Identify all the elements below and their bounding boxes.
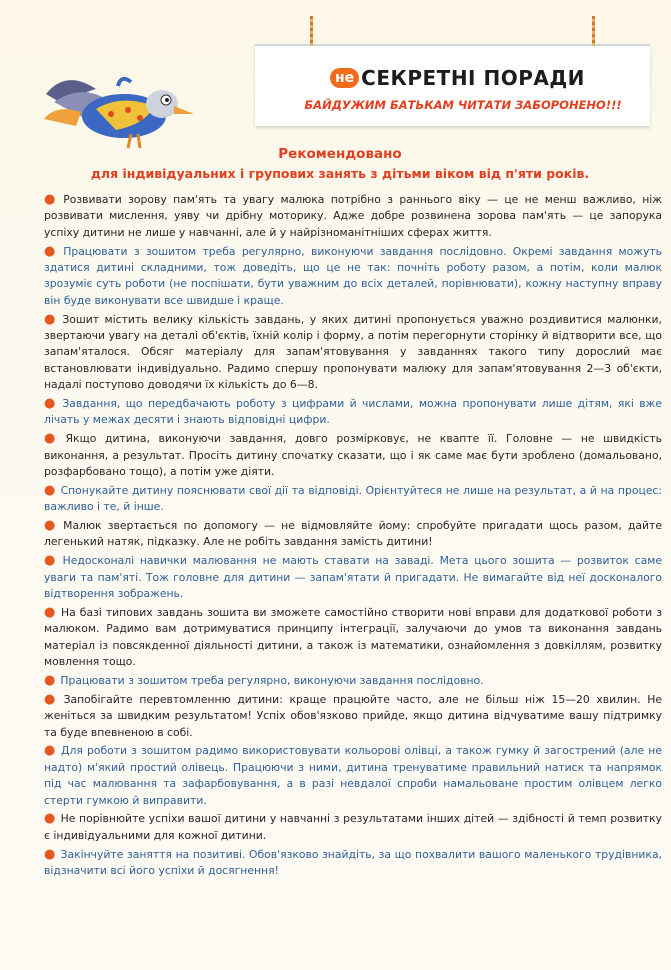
bullet-icon: ● <box>44 396 58 412</box>
tip-item <box>44 673 662 689</box>
bird-mascot-icon <box>36 64 196 154</box>
tip-text: Запобігайте перевтомленню дитини: краще працюйте часто, але не більш ніж 15—20 хвилин. Не женіться за швидким результатом! Успіх обов'язково прийде, якщо дитина відчуватиме вашу підтримку та буде впевненою в собі. <box>44 692 663 739</box>
bullet-icon: ● <box>44 691 59 707</box>
header-banner <box>255 44 650 126</box>
tip-text: На базі типових завдань зошита ви зможете самостійно створити нові вправи для додаткової роботи з малюком. Радимо вам дотримуватися принципу інтеграції, залучаючи до умов та виконання завдань матеріал із повсякденної діяльності дитини, а також із математики, ознайомлення з довкіллям, розвитку мовлення тощо. <box>44 605 663 669</box>
tip-item <box>44 743 662 809</box>
tip-item <box>44 431 662 480</box>
bullet-icon: ● <box>44 243 59 259</box>
tip-item <box>44 396 662 429</box>
tip-text: Якщо дитина, виконуючи завдання, довго розмірковує, не квапте її. Головне — не швидкість виконання, а результат. Просіть дитину спочатку сказати, що і як саме має бути зроблено (домальовано, розфарбовано тощо), а потім уже діяти. <box>44 432 662 479</box>
tip-item <box>44 811 662 844</box>
recommendation-block <box>30 144 650 184</box>
ne-badge: не <box>330 68 359 88</box>
tip-item <box>44 312 662 394</box>
tip-item <box>44 483 662 516</box>
tip-text: Зошит містить велику кількість завдань, у яких дитині пропонується уважно роздивитися малюнки, звертаючи увагу на деталі об'єктів, їхній колір і форму, а потім перегорнути сторінку й відтворити все, що запам'яталося. Обсяг матеріалу для запам'ятовування у завданнях такого типу дорослий має встановлювати індивідуально. Радимо спершу пропонувати малюку для запам'ятовування 2—3 об'єкти, надалі поступово доводячи їх кількість до 6—8. <box>44 312 662 392</box>
tips-list <box>44 192 662 882</box>
page-subtitle: БАЙДУЖИМ БАТЬКАМ ЧИТАТИ ЗАБОРОНЕНО!!! <box>304 98 622 112</box>
bullet-icon: ● <box>44 311 58 327</box>
recommendation-title: Рекомендовано <box>278 146 402 162</box>
tip-text: Малюк звертається по допомогу — не відмовляйте йому: спробуйте пригадати щось разом, дайте легенький натяк, підказку. Але не робіть завдання замість дитини! <box>44 519 662 549</box>
bullet-icon: ● <box>44 431 61 447</box>
title-row <box>330 64 585 92</box>
tip-item <box>44 192 662 241</box>
tip-text: Працювати з зошитом треба регулярно, виконуючи завдання послідовно. Окремі завдання можуть здатися дитині складними, тож доведіть, що це не так: почніть роботу разом, а потім, коли малюк зрозуміє суть роботи (не поспішати, бути уважним до всіх деталей, порівнювати), кожну наступну вправу він буде виконувати все швидше і краще. <box>44 244 663 307</box>
bullet-icon: ● <box>44 743 57 759</box>
page-title: СЕКРЕТНІ ПОРАДИ <box>361 66 585 90</box>
tip-text: Завдання, що передбачають роботу з цифрами й числами, можна пропонувати лише дітям, які вже лічать у межах десяти і знають відповідні цифри. <box>44 397 663 427</box>
bullet-icon: ● <box>44 604 56 620</box>
bullet-icon: ● <box>44 672 56 688</box>
tip-text: Працювати з зошитом треба регулярно, виконуючи завдання послідовно. <box>60 673 484 687</box>
tip-item <box>44 518 662 551</box>
tip-item <box>44 244 662 310</box>
bullet-icon: ● <box>44 811 56 827</box>
recommendation-subtitle: для індивідуальних і групових занять з дітьми віком від п'яти років. <box>90 166 590 181</box>
tip-item <box>44 847 662 880</box>
tip-item <box>44 553 662 602</box>
tip-text: Недосконалі навички малювання не мають ставати на заваді. Мета цього зошита — розвиток саме уваги та пам'яті. Тож головне для дитини — запам'ятати й пригадати. Не вимагайте від неї досконалого відтворення зображень. <box>44 554 663 601</box>
bullet-icon: ● <box>44 482 56 498</box>
tip-item <box>44 692 662 741</box>
tip-text: Спонукайте дитину пояснювати свої дії та відповіді. Орієнтуйтеся не лише на результат, а й на процес: важливо і те, й інше. <box>44 483 663 514</box>
tip-text: Розвивати зорову пам'ять та увагу малюка потрібно з раннього віку — це не менш важливо, ніж розвивати мислення, уяву чи дрібну моторику. Адже добре розвинена зорова пам'ять — це запорука успіху дитини не лише у навчанні, але й у найрізноманітніших сферах життя. <box>44 193 663 239</box>
tip-text: Для роботи з зошитом радимо використовувати кольорові олівці, а також гумку й загострений (але не надто) м'який простий олівець. Працюючи з ними, дитина тренуватиме правильний натиск та напрямок під час малювання та зафарбовування, а в разі невдалої спроби намальоване простим олівцем легко стерти гумкою й виправити. <box>44 744 663 807</box>
bullet-icon: ● <box>44 518 59 534</box>
tip-text: Не порівнюйте успіхи вашої дитини у навчанні з результатами інших дітей — здібності й темп розвитку є індивідуальними для кожної дитини. <box>44 812 663 842</box>
tip-item <box>44 605 662 671</box>
tip-text: Закінчуйте заняття на позитиві. Обов'язково знайдіть, за що похвалити вашого маленького трудівника, відзначити всі його успіхи й досягнення! <box>44 847 662 877</box>
bullet-icon: ● <box>44 846 56 862</box>
bullet-icon: ● <box>44 553 58 569</box>
bullet-icon: ● <box>44 192 59 207</box>
